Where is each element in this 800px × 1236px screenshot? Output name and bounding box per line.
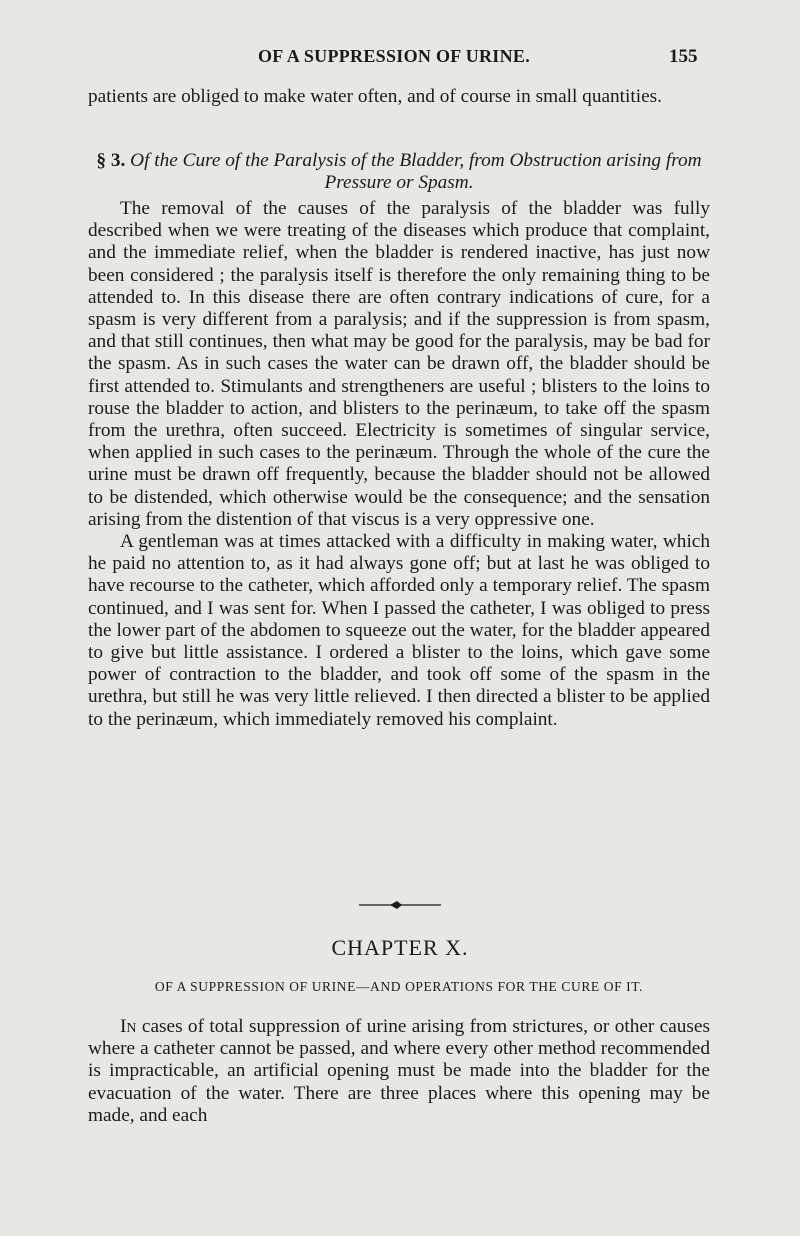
chapter-subtitle: OF A SUPPRESSION OF URINE—AND OPERATIONS FOR THE CURE OF IT. xyxy=(154,979,644,994)
chapter-title: CHAPTER X. xyxy=(331,935,469,960)
intro-block xyxy=(88,86,710,108)
intro-paragraph: patients are obliged to make water often, and of course in small quantities. xyxy=(88,86,662,107)
chapter-body xyxy=(88,1016,710,1127)
chapter-paragraph xyxy=(88,1016,710,1127)
running-head xyxy=(0,46,800,70)
page-number: 155 xyxy=(669,46,698,67)
section-title: Of the Cure of the Paralysis of the Bladder, from Obstruction arising from Pressure or Spasm. xyxy=(130,150,702,194)
section-number: § 3. xyxy=(96,150,126,171)
section-body xyxy=(88,198,710,731)
body-paragraph: A gentleman was at times attacked with a difficulty in making water, which he paid no attention to, as it had always gone off; but at last he was obliged to have recourse to the catheter, which afforded only a temporary relief. The spasm continued, and I was sent for. When I passed the catheter, I was obliged to press the lower part of the abdomen to squeeze out the water, for the bladder appeared to give but little assistance. I ordered a blister to the loins, which gave some power of contraction to the bladder, and took off some of the spasm in the urethra, but still he was very little relieved. I then directed a blister to be applied to the perinæum, which immediately removed his complaint. xyxy=(88,531,710,730)
ornament-divider xyxy=(355,898,445,912)
section-heading xyxy=(88,150,710,194)
chapter-lead-word: In xyxy=(120,1016,137,1037)
body-paragraph: The removal of the causes of the paralysis of the bladder was fully described when we were treating of the diseases which produce that complaint, and the immediate relief, when the bladder is rendered inactive, has just now been considered ; the paralysis itself is therefore the only remaining thing to be attended to. In this disease there are often contrary indications of cure, for a spasm is very different from a paralysis; and if the suppression is from spasm, and that still continues, then what may be good for the paralysis, may be bad for the spasm. As in such cases the water can be drawn off, the bladder should be first attended to. Stimulants and strengtheners are useful ; blisters to the loins to rouse the bladder to action, and blisters to the perinæum, to take off the spasm from the urethra, often succeed. Electricity is sometimes of singular service, when applied in such cases to the perinæum. Through the whole of the cure the urine must be drawn off frequently, because the bladder should not be allowed to be distended, which otherwise would be the consequence; and the sensation arising from the distention of that viscus is a very oppressive one. xyxy=(88,198,710,530)
chapter-paragraph-text: cases of total suppression of urine arising from strictures, or other causes where a catheter cannot be passed, and where every other method recommended is impracticable, an artificial opening must be made into the bladder for the evacuation of the water. There are three places where this opening may be made, and each xyxy=(88,1016,710,1126)
running-title: OF A SUPPRESSION OF URINE. xyxy=(258,46,531,66)
